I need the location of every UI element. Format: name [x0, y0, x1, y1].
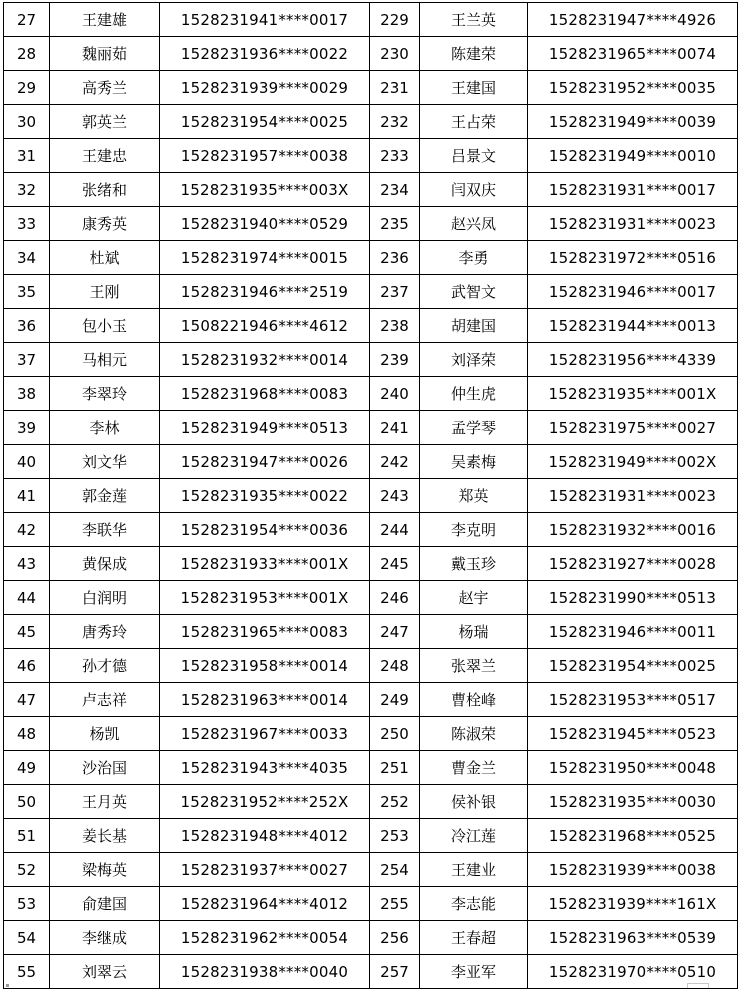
- row-number-cell: 245: [370, 547, 420, 581]
- id-number-cell: 1528231935****003X: [160, 173, 370, 207]
- person-name-cell: 王建国: [420, 71, 528, 105]
- row-number-cell: 49: [4, 751, 50, 785]
- person-name-cell: 李林: [50, 411, 160, 445]
- row-number-cell: 51: [4, 819, 50, 853]
- person-name-cell: 包小玉: [50, 309, 160, 343]
- row-number-cell: 47: [4, 683, 50, 717]
- row-number-cell: 45: [4, 615, 50, 649]
- roster-table: [3, 2, 738, 989]
- person-name-cell: 魏丽茹: [50, 37, 160, 71]
- roster-body: [4, 3, 738, 989]
- table-row: [4, 785, 738, 819]
- person-name-cell: 侯补银: [420, 785, 528, 819]
- id-number-cell: 1528231938****0040: [160, 955, 370, 989]
- id-number-cell: 1528231939****0038: [528, 853, 738, 887]
- id-number-cell: 1528231952****0035: [528, 71, 738, 105]
- row-number-cell: 253: [370, 819, 420, 853]
- table-row: [4, 751, 738, 785]
- id-number-cell: 1528231945****0523: [528, 717, 738, 751]
- table-row: [4, 309, 738, 343]
- table-row: [4, 445, 738, 479]
- id-number-cell: 1528231946****0011: [528, 615, 738, 649]
- table-row: [4, 173, 738, 207]
- id-number-cell: 1528231963****0014: [160, 683, 370, 717]
- row-number-cell: 238: [370, 309, 420, 343]
- table-row: [4, 105, 738, 139]
- id-number-cell: 1528231935****0030: [528, 785, 738, 819]
- person-name-cell: 梁梅英: [50, 853, 160, 887]
- id-number-cell: 1528231943****4035: [160, 751, 370, 785]
- table-row: [4, 547, 738, 581]
- table-row: [4, 71, 738, 105]
- row-number-cell: 252: [370, 785, 420, 819]
- person-name-cell: 杨凯: [50, 717, 160, 751]
- person-name-cell: 刘文华: [50, 445, 160, 479]
- id-number-cell: 1528231946****0017: [528, 275, 738, 309]
- row-number-cell: 34: [4, 241, 50, 275]
- table-row: [4, 649, 738, 683]
- person-name-cell: 李联华: [50, 513, 160, 547]
- id-number-cell: 1528231932****0016: [528, 513, 738, 547]
- table-row: [4, 581, 738, 615]
- id-number-cell: 1528231949****0513: [160, 411, 370, 445]
- table-row: [4, 853, 738, 887]
- row-number-cell: 234: [370, 173, 420, 207]
- row-number-cell: 248: [370, 649, 420, 683]
- person-name-cell: 郭英兰: [50, 105, 160, 139]
- person-name-cell: 曹栓峰: [420, 683, 528, 717]
- row-number-cell: 53: [4, 887, 50, 921]
- row-number-cell: 36: [4, 309, 50, 343]
- table-row: [4, 513, 738, 547]
- row-number-cell: 233: [370, 139, 420, 173]
- person-name-cell: 沙治国: [50, 751, 160, 785]
- id-number-cell: 1528231948****4012: [160, 819, 370, 853]
- row-number-cell: 229: [370, 3, 420, 37]
- person-name-cell: 刘泽荣: [420, 343, 528, 377]
- id-number-cell: 1528231957****0038: [160, 139, 370, 173]
- id-number-cell: 1528231954****0036: [160, 513, 370, 547]
- row-number-cell: 42: [4, 513, 50, 547]
- person-name-cell: 张绪和: [50, 173, 160, 207]
- person-name-cell: 李继成: [50, 921, 160, 955]
- id-number-cell: 1528231970****0510: [528, 955, 738, 989]
- person-name-cell: 黄保成: [50, 547, 160, 581]
- id-number-cell: 1528231975****0027: [528, 411, 738, 445]
- row-number-cell: 43: [4, 547, 50, 581]
- row-number-cell: 44: [4, 581, 50, 615]
- row-number-cell: 54: [4, 921, 50, 955]
- person-name-cell: 李勇: [420, 241, 528, 275]
- table-row: [4, 955, 738, 989]
- scroll-grip: [687, 983, 709, 988]
- id-number-cell: 1528231965****0074: [528, 37, 738, 71]
- person-name-cell: 杜斌: [50, 241, 160, 275]
- id-number-cell: 1528231935****001X: [528, 377, 738, 411]
- person-name-cell: 赵宇: [420, 581, 528, 615]
- person-name-cell: 吕景文: [420, 139, 528, 173]
- table-row: [4, 275, 738, 309]
- id-number-cell: 1528231946****2519: [160, 275, 370, 309]
- id-number-cell: 1528231950****0048: [528, 751, 738, 785]
- person-name-cell: 李翠玲: [50, 377, 160, 411]
- person-name-cell: 曹金兰: [420, 751, 528, 785]
- person-name-cell: 王建忠: [50, 139, 160, 173]
- person-name-cell: 杨瑞: [420, 615, 528, 649]
- row-number-cell: 255: [370, 887, 420, 921]
- person-name-cell: 吴素梅: [420, 445, 528, 479]
- table-row: [4, 479, 738, 513]
- row-number-cell: 230: [370, 37, 420, 71]
- table-row: [4, 3, 738, 37]
- person-name-cell: 李志能: [420, 887, 528, 921]
- person-name-cell: 卢志祥: [50, 683, 160, 717]
- person-name-cell: 孙才德: [50, 649, 160, 683]
- row-number-cell: 256: [370, 921, 420, 955]
- person-name-cell: 张翠兰: [420, 649, 528, 683]
- person-name-cell: 戴玉珍: [420, 547, 528, 581]
- id-number-cell: 1528231967****0033: [160, 717, 370, 751]
- person-name-cell: 王建雄: [50, 3, 160, 37]
- id-number-cell: 1528231936****0022: [160, 37, 370, 71]
- id-number-cell: 1528231954****0025: [160, 105, 370, 139]
- person-name-cell: 王月英: [50, 785, 160, 819]
- id-number-cell: 1528231932****0014: [160, 343, 370, 377]
- id-number-cell: 1528231947****0026: [160, 445, 370, 479]
- person-name-cell: 胡建国: [420, 309, 528, 343]
- row-number-cell: 27: [4, 3, 50, 37]
- id-number-cell: 1528231968****0083: [160, 377, 370, 411]
- id-number-cell: 1528231940****0529: [160, 207, 370, 241]
- id-number-cell: 1528231931****0023: [528, 207, 738, 241]
- row-number-cell: 50: [4, 785, 50, 819]
- table-row: [4, 819, 738, 853]
- id-number-cell: 1528231962****0054: [160, 921, 370, 955]
- person-name-cell: 郑英: [420, 479, 528, 513]
- id-number-cell: 1528231990****0513: [528, 581, 738, 615]
- table-row: [4, 887, 738, 921]
- page-corner-mark: [6, 984, 9, 987]
- person-name-cell: 王刚: [50, 275, 160, 309]
- person-name-cell: 王兰英: [420, 3, 528, 37]
- table-row: [4, 683, 738, 717]
- person-name-cell: 陈淑荣: [420, 717, 528, 751]
- row-number-cell: 30: [4, 105, 50, 139]
- person-name-cell: 高秀兰: [50, 71, 160, 105]
- person-name-cell: 姜长基: [50, 819, 160, 853]
- table-row: [4, 37, 738, 71]
- row-number-cell: 257: [370, 955, 420, 989]
- id-number-cell: 1528231952****252X: [160, 785, 370, 819]
- table-row: [4, 139, 738, 173]
- row-number-cell: 231: [370, 71, 420, 105]
- row-number-cell: 246: [370, 581, 420, 615]
- person-name-cell: 王建业: [420, 853, 528, 887]
- row-number-cell: 41: [4, 479, 50, 513]
- id-number-cell: 1528231939****0029: [160, 71, 370, 105]
- table-row: [4, 241, 738, 275]
- person-name-cell: 王占荣: [420, 105, 528, 139]
- row-number-cell: 39: [4, 411, 50, 445]
- row-number-cell: 241: [370, 411, 420, 445]
- row-number-cell: 239: [370, 343, 420, 377]
- person-name-cell: 康秀英: [50, 207, 160, 241]
- row-number-cell: 254: [370, 853, 420, 887]
- id-number-cell: 1528231956****4339: [528, 343, 738, 377]
- id-number-cell: 1528231949****002X: [528, 445, 738, 479]
- id-number-cell: 1528231949****0039: [528, 105, 738, 139]
- table-row: [4, 615, 738, 649]
- person-name-cell: 孟学琴: [420, 411, 528, 445]
- id-number-cell: 1528231937****0027: [160, 853, 370, 887]
- id-number-cell: 1528231965****0083: [160, 615, 370, 649]
- row-number-cell: 240: [370, 377, 420, 411]
- table-row: [4, 921, 738, 955]
- table-row: [4, 377, 738, 411]
- id-number-cell: 1528231947****4926: [528, 3, 738, 37]
- person-name-cell: 唐秀玲: [50, 615, 160, 649]
- row-number-cell: 40: [4, 445, 50, 479]
- row-number-cell: 235: [370, 207, 420, 241]
- row-number-cell: 243: [370, 479, 420, 513]
- id-number-cell: 1528231941****0017: [160, 3, 370, 37]
- row-number-cell: 33: [4, 207, 50, 241]
- row-number-cell: 31: [4, 139, 50, 173]
- person-name-cell: 赵兴凤: [420, 207, 528, 241]
- id-number-cell: 1528231931****0017: [528, 173, 738, 207]
- row-number-cell: 52: [4, 853, 50, 887]
- id-number-cell: 1528231974****0015: [160, 241, 370, 275]
- person-name-cell: 陈建荣: [420, 37, 528, 71]
- id-number-cell: 1508221946****4612: [160, 309, 370, 343]
- row-number-cell: 38: [4, 377, 50, 411]
- person-name-cell: 武智文: [420, 275, 528, 309]
- id-number-cell: 1528231972****0516: [528, 241, 738, 275]
- table-row: [4, 207, 738, 241]
- row-number-cell: 37: [4, 343, 50, 377]
- person-name-cell: 冷江莲: [420, 819, 528, 853]
- person-name-cell: 刘翠云: [50, 955, 160, 989]
- table-row: [4, 343, 738, 377]
- row-number-cell: 46: [4, 649, 50, 683]
- person-name-cell: 李亚军: [420, 955, 528, 989]
- row-number-cell: 32: [4, 173, 50, 207]
- id-number-cell: 1528231964****4012: [160, 887, 370, 921]
- id-number-cell: 1528231954****0025: [528, 649, 738, 683]
- person-name-cell: 马相元: [50, 343, 160, 377]
- person-name-cell: 李克明: [420, 513, 528, 547]
- id-number-cell: 1528231958****0014: [160, 649, 370, 683]
- id-number-cell: 1528231939****161X: [528, 887, 738, 921]
- person-name-cell: 闫双庆: [420, 173, 528, 207]
- id-number-cell: 1528231944****0013: [528, 309, 738, 343]
- table-row: [4, 717, 738, 751]
- row-number-cell: 247: [370, 615, 420, 649]
- row-number-cell: 232: [370, 105, 420, 139]
- id-number-cell: 1528231931****0023: [528, 479, 738, 513]
- person-name-cell: 俞建国: [50, 887, 160, 921]
- id-number-cell: 1528231949****0010: [528, 139, 738, 173]
- id-number-cell: 1528231933****001X: [160, 547, 370, 581]
- id-number-cell: 1528231935****0022: [160, 479, 370, 513]
- person-name-cell: 王春超: [420, 921, 528, 955]
- row-number-cell: 242: [370, 445, 420, 479]
- row-number-cell: 249: [370, 683, 420, 717]
- person-name-cell: 仲生虎: [420, 377, 528, 411]
- row-number-cell: 250: [370, 717, 420, 751]
- id-number-cell: 1528231953****0517: [528, 683, 738, 717]
- row-number-cell: 244: [370, 513, 420, 547]
- row-number-cell: 237: [370, 275, 420, 309]
- id-number-cell: 1528231927****0028: [528, 547, 738, 581]
- person-name-cell: 郭金莲: [50, 479, 160, 513]
- table-row: [4, 411, 738, 445]
- row-number-cell: 48: [4, 717, 50, 751]
- row-number-cell: 251: [370, 751, 420, 785]
- row-number-cell: 29: [4, 71, 50, 105]
- row-number-cell: 28: [4, 37, 50, 71]
- row-number-cell: 35: [4, 275, 50, 309]
- id-number-cell: 1528231968****0525: [528, 819, 738, 853]
- person-name-cell: 白润明: [50, 581, 160, 615]
- row-number-cell: 236: [370, 241, 420, 275]
- id-number-cell: 1528231953****001X: [160, 581, 370, 615]
- row-number-cell: 55: [4, 955, 50, 989]
- id-number-cell: 1528231963****0539: [528, 921, 738, 955]
